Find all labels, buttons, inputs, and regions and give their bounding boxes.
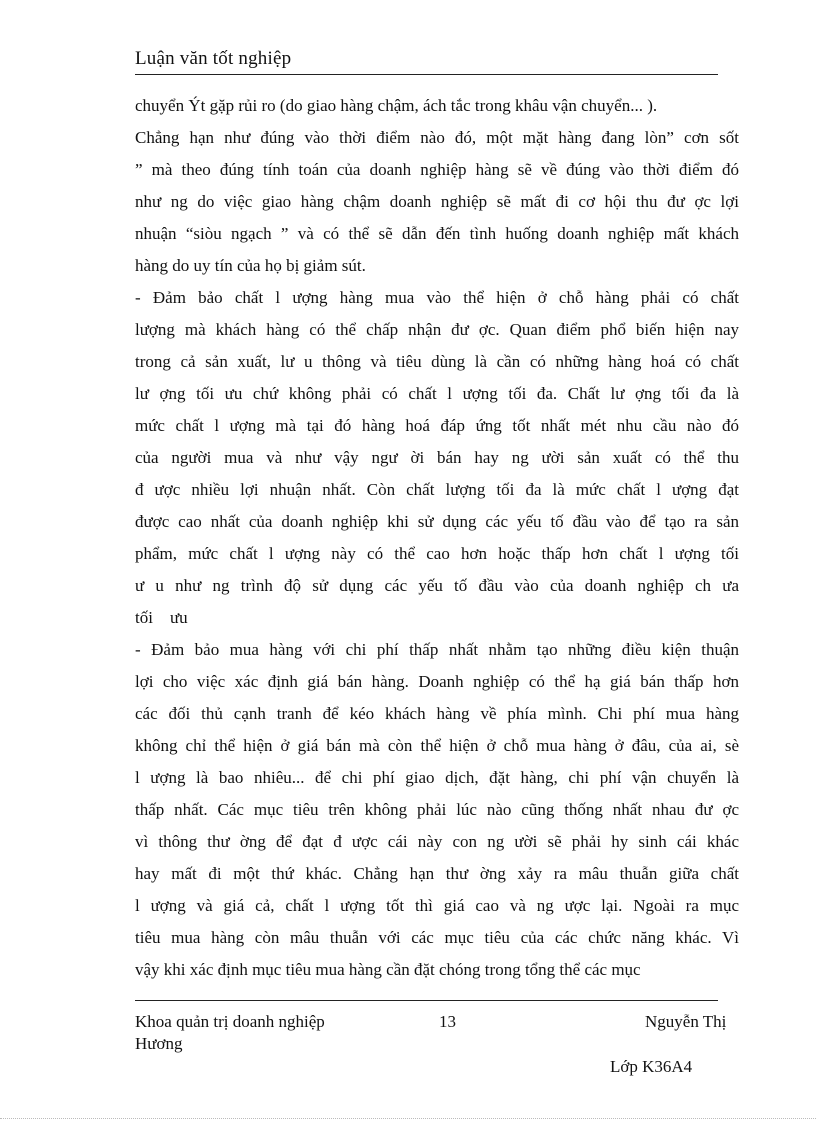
body-line: tối ưu (135, 608, 188, 627)
body-line: phẩm, mức chất l ượng này có thể cao hơn hoặc thấp hơn chất l ượng tối (135, 544, 739, 563)
body-line: tiêu mua hàng còn mâu thuẫn với các mục tiêu của các chức năng khác. Vì (135, 928, 739, 947)
body-line: ư u như ng trình độ sử dụng các yếu tố đầu vào của doanh nghiệp ch ưa (135, 576, 739, 595)
body-line: l ượng và giá cả, chất l ượng tốt thì giá cao và ng ược lại. Ngoài ra mục (135, 896, 739, 915)
body-line: mức chất l ượng mà tại đó hàng hoá đáp ứng tốt nhất mét nhu cầu nào đó (135, 416, 739, 435)
body-line: nhuận “siòu ngạch ” và có thể sẽ dẫn đến tình huống doanh nghiệp mất khách (135, 224, 739, 243)
page-edge (0, 1118, 816, 1119)
body-line: vậy khi xác định mục tiêu mua hàng cần đặt chóng trong tổng thể các mục (135, 960, 641, 979)
body-line: của người mua và như vậy ngư ời bán hay ng ười sản xuất có thể thu (135, 448, 739, 467)
footer-author-name-cont: Hương (135, 1034, 183, 1053)
body-line: không chỉ thể hiện ở giá bán mà còn thể hiện ở chỗ mua hàng ở đâu, của ai, sè (135, 736, 739, 755)
body-line: ” mà theo đúng tính toán của doanh nghiệp hàng sẽ về đúng vào thời điểm đó (135, 160, 739, 179)
footer-author-name: Nguyễn Thị (645, 1012, 727, 1031)
body-line: lư ợng tối ưu chứ không phải có chất l ượng tối đa. Chất lư ợng tối đa là (135, 384, 739, 403)
body-line: đ ược nhiều lợi nhuận nhất. Còn chất lượng tối đa là mức chất l ượng đạt (135, 480, 739, 499)
body-line: vì thông thư ờng để đạt đ ược cái này con ng ười sẽ phải hy sinh cái khác (135, 832, 739, 851)
body-line: hay mất đi một thứ khác. Chẳng hạn thư ờng xảy ra mâu thuẫn giữa chất (135, 864, 739, 883)
body-line: trong cả sản xuất, lư u thông và tiêu dùng là cần có những hàng hoá có chất (135, 352, 739, 371)
body-line: các đối thủ cạnh tranh để kéo khách hàng về phía mình. Chi phí mua hàng (135, 704, 739, 723)
body-line: thấp nhất. Các mục tiêu trên không phải lúc nào cũng thống nhất nhau đư ợc (135, 800, 739, 819)
footer-department: Khoa quản trị doanh nghiệp (135, 1012, 325, 1031)
body-line: Chẳng hạn như đúng vào thời điểm nào đó, một mặt hàng đang lòn” cơn sốt (135, 128, 739, 147)
body-line: lợi cho việc xác định giá bán hàng. Doanh nghiệp có thể hạ giá bán thấp hơn (135, 672, 739, 691)
footer-class: Lớp K36A4 (610, 1057, 693, 1076)
page-number: 13 (439, 1012, 456, 1031)
body-line: - Đảm bảo chất l ượng hàng mua vào thể hiện ở chỗ hàng phải có chất (135, 288, 739, 307)
body-line: được cao nhất của doanh nghiệp khi sử dụng các yếu tố đầu vào để tạo ra sản (135, 512, 739, 531)
body-line: hàng do uy tín của họ bị giảm sút. (135, 256, 366, 275)
body-line: chuyển Ýt gặp rủi ro (do giao hàng chậm, ách tắc trong khâu vận chuyển... ). (135, 96, 658, 115)
body-line: - Đảm bảo mua hàng với chi phí thấp nhất nhằm tạo những điều kiện thuận (135, 640, 739, 659)
body-line: lượng mà khách hàng có thể chấp nhận đư ợc. Quan điểm phổ biến hiện nay (135, 320, 739, 339)
header-title: Luận văn tốt nghiệp (135, 48, 292, 69)
footer-divider (135, 1000, 718, 1001)
body-line: như ng do việc giao hàng chậm doanh nghiệp sẽ mất đi cơ hội thu đư ợc lợi (135, 192, 739, 211)
body-line: l ượng là bao nhiêu... để chi phí giao dịch, đặt hàng, chi phí vận chuyển là (135, 768, 739, 787)
header-divider (135, 74, 718, 75)
